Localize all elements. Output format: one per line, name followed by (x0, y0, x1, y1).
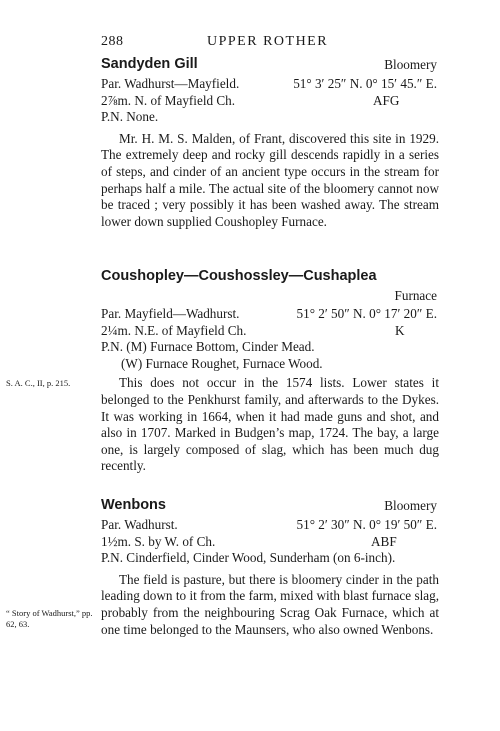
location: 2⅞m. N. of Mayfield Ch. (101, 92, 236, 108)
coordinates: 51° 3′ 25″ N. 0° 15′ 45.″ E. (293, 76, 437, 91)
site-name: Coushopley—Coushossley—Cushaplea (101, 268, 377, 284)
place-names: P.N. Cinderfield, Cinder Wood, Sunderham (on 6-inch). (101, 550, 396, 566)
site-name: Sandyden Gill (101, 56, 198, 72)
place-names: P.N. None. (101, 109, 159, 125)
page-number: 288 (101, 34, 124, 49)
reference-code: AFG (373, 92, 400, 108)
parish: Par. Mayfield—Wadhurst. (101, 306, 240, 321)
coordinates: 51° 2′ 50″ N. 0° 17′ 20″ E. (296, 306, 437, 321)
margin-note: “ Story of Wadhurst,” pp. 62, 63. (6, 608, 93, 629)
running-title: UPPER ROTHER (207, 34, 329, 49)
entry-coushopley (101, 268, 439, 475)
margin-note: S. A. C., II, p. 215. (6, 378, 71, 388)
page-header (101, 34, 441, 52)
site-type: Bloomery (384, 498, 437, 513)
entry-wenbons (101, 497, 439, 638)
parish: Par. Wadhurst—Mayfield. (101, 76, 240, 91)
site-type: Furnace (394, 288, 437, 303)
reference-code: ABF (371, 533, 397, 549)
entry-text: The field is pasture, but there is bloomery cinder in the path leading down to it from the farm, mixed with blast furnace slag, probably from the neighbouring Scrag Oak Furnace, which at one time belonged to the Maunsers, who also owned Wenbons. (101, 571, 439, 637)
place-names-continued: (W) Furnace Roughet, Furnace Wood. (121, 355, 323, 371)
entry-sandyden-gill (101, 56, 439, 230)
location: 2¼m. N.E. of Mayfield Ch. (101, 322, 247, 338)
entry-text: Mr. H. M. S. Malden, of Frant, discovered this site in 1929. The extremely deep and rocky gill descends rapidly in a series of steps, and cinder of an ancient type occurs in the stream for perhaps half a mile. The actual site of the bloomery cannot now be traced ; very possibly it has been washed away. The stream lower down supplied Coushopley Furnace. (101, 130, 439, 229)
place-names: P.N. (M) Furnace Bottom, Cinder Mead. (101, 339, 315, 355)
reference-code: K (395, 322, 405, 338)
entry-text: This does not occur in the 1574 lists. Lower states it belonged to the Penkhurst family, and afterwards to the Dykes. It was working in 1664, when it had made guns and shot, and also in 1707. Marked in Budgen’s map, 1724. The bay, a large one, is largely composed of slag, which has been much dug recently. (101, 375, 439, 474)
site-name: Wenbons (101, 497, 166, 513)
location: 1½m. S. by W. of Ch. (101, 533, 216, 549)
parish: Par. Wadhurst. (101, 517, 178, 532)
coordinates: 51° 2′ 30″ N. 0° 19′ 50″ E. (296, 517, 437, 532)
site-type: Bloomery (384, 57, 437, 72)
